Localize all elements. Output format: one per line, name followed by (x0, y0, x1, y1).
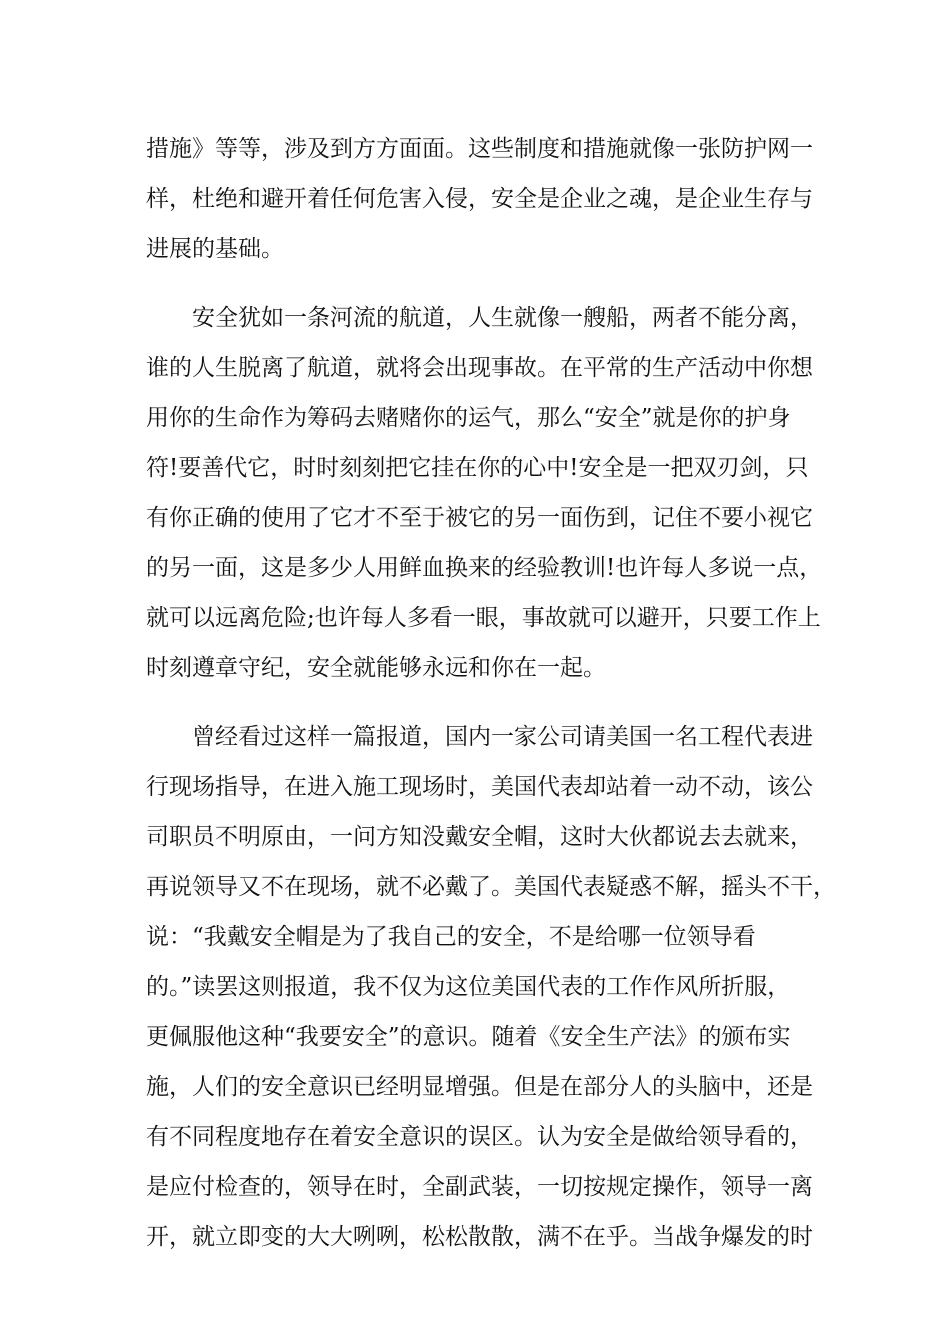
text-line: 再说领导又不在现场，就不必戴了。美国代表疑惑不解，摇头不干， (146, 874, 836, 900)
text-line: 有不同程度地存在着安全意识的误区。认为安全是做给领导看的， (146, 1124, 813, 1150)
text-line: 说：“我戴安全帽是为了我自己的安全，不是给哪一位领导看 (146, 924, 756, 950)
text-line: 进展的基础。 (146, 236, 284, 262)
text-line: 就可以远离危险;也许每人多看一眼，事故就可以避开，只要工作上 (146, 605, 821, 631)
text-line: 时刻遵章守纪，安全就能够永远和你在一起。 (146, 655, 606, 681)
paragraph-3 (146, 712, 836, 1262)
text-line: 更佩服他这种“我要安全”的意识。随着《安全生产法》的颁布实 (146, 1024, 791, 1050)
paragraph-1 (146, 124, 822, 274)
body-text (146, 124, 836, 1262)
text-line: 措施》等等，涉及到方方面面。这些制度和措施就像一张防护网一 (146, 136, 813, 162)
text-line: 曾经看过这样一篇报道，国内一家公司请美国一名工程代表进 (192, 724, 813, 750)
text-line: 是应付检查的，领导在时，全副武装，一切按规定操作，领导一离 (146, 1174, 813, 1200)
text-line: 开，就立即变的大大咧咧，松松散散，满不在乎。当战争爆发的时 (146, 1224, 813, 1250)
text-line: 用你的生命作为筹码去赌赌你的运气，那么“安全”就是你的护身 (146, 405, 791, 431)
text-line: 安全犹如一条河流的航道，人生就像一艘船，两者不能分离， (192, 305, 813, 331)
text-line: 施，人们的安全意识已经明显增强。但是在部分人的头脑中，还是 (146, 1074, 813, 1100)
text-line: 有你正确的使用了它才不至于被它的另一面伤到，记住不要小视它 (146, 505, 813, 531)
text-line: 谁的人生脱离了航道，就将会出现事故。在平常的生产活动中你想 (146, 355, 813, 381)
text-line: 的另一面，这是多少人用鲜血换来的经验教训!也许每人多说一点， (146, 555, 823, 581)
text-line: 符!要善代它，时时刻刻把它挂在你的心中!安全是一把双刃剑，只 (146, 455, 809, 481)
text-line: 行现场指导，在进入施工现场时，美国代表却站着一动不动，该公 (146, 774, 813, 800)
text-line: 样，杜绝和避开着任何危害入侵，安全是企业之魂，是企业生存与 (146, 186, 813, 212)
text-line: 司职员不明原由，一问方知没戴安全帽，这时大伙都说去去就来， (146, 824, 813, 850)
paragraph-2 (146, 293, 822, 693)
text-line: 的。”读罢这则报道，我不仅为这位美国代表的工作作风所折服， (146, 974, 791, 1000)
